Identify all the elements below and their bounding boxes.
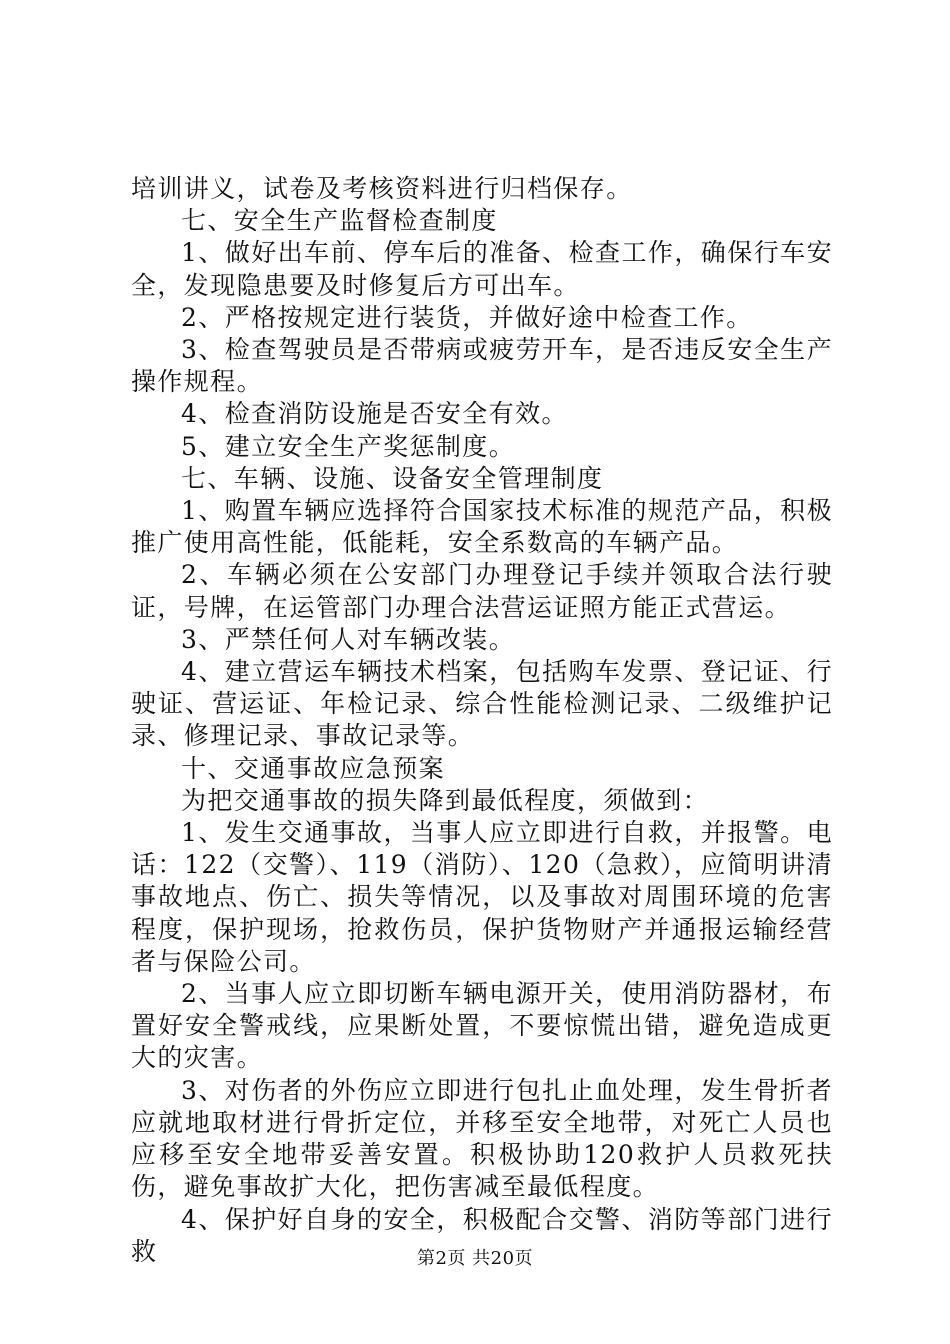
paragraph: 2、车辆必须在公安部门办理登记手续并领取合法行驶证，号牌，在运管部门办理合法营运证照方能正式营运。 — [131, 560, 833, 622]
page-number-footer: 第2页 共20页 — [416, 1248, 534, 1269]
paragraph: 3、严禁任何人对车辆改装。 — [181, 624, 516, 654]
paragraph: 4、保护好自身的安全，积极配合交警、消防等部门进行救 — [131, 1204, 833, 1266]
paragraph: 为把交通事故的损失降到最低程度，须做到： — [181, 785, 710, 815]
paragraph: 4、建立营运车辆技术档案，包括购车发票、登记证、行驶证、营运证、年检记录、综合性能检测记录、二级维护记录、修理记录、事故记录等。 — [131, 657, 833, 751]
paragraph: 3、对伤者的外伤应立即进行包扎止血处理，发生骨折者应就地取材进行骨折定位，并移至安全地带，对死亡人员也应移至安全地带妥善安置。积极协助120救护人员救死扶伤，避免事故扩大化，把伤害减至最低程度。 — [131, 1075, 833, 1202]
paragraph: 1、做好出车前、停车后的准备、检查工作，确保行车安全，发现隐患要及时修复后方可出车。 — [131, 238, 833, 300]
document-body — [131, 173, 833, 1268]
paragraph: 1、购置车辆应选择符合国家技术标准的规范产品，积极推广使用高性能，低能耗，安全系数高的车辆产品。 — [131, 496, 833, 558]
paragraph: 1、发生交通事故，当事人应立即进行自救，并报警。电话：122（交警）、119（消防）、120（急救），应简明讲清事故地点、伤亡、损失等情况，以及事故对周围环境的危害程度，保护现场，抢救伤员，保护货物财产并通报运输经营者与保险公司。 — [131, 818, 833, 976]
section-heading: 七、安全生产监督检查制度 — [181, 206, 498, 236]
section-heading: 七、车辆、设施、设备安全管理制度 — [181, 463, 604, 493]
paragraph: 培训讲义，试卷及考核资料进行归档保存。 — [131, 174, 633, 203]
section-heading: 十、交通事故应急预案 — [181, 753, 446, 783]
paragraph: 4、检查消防设施是否安全有效。 — [181, 399, 568, 429]
paragraph: 2、严格按规定进行装货，并做好途中检查工作。 — [181, 302, 753, 332]
paragraph: 3、检查驾驶员是否带病或疲劳开车，是否违反安全生产操作规程。 — [131, 335, 833, 397]
paragraph: 2、当事人应立即切断车辆电源开关，使用消防器材，布置好安全警戒线，应果断处置，不要惊慌出错，避免造成更大的灾害。 — [131, 979, 833, 1073]
paragraph: 5、建立安全生产奖惩制度。 — [181, 431, 516, 461]
